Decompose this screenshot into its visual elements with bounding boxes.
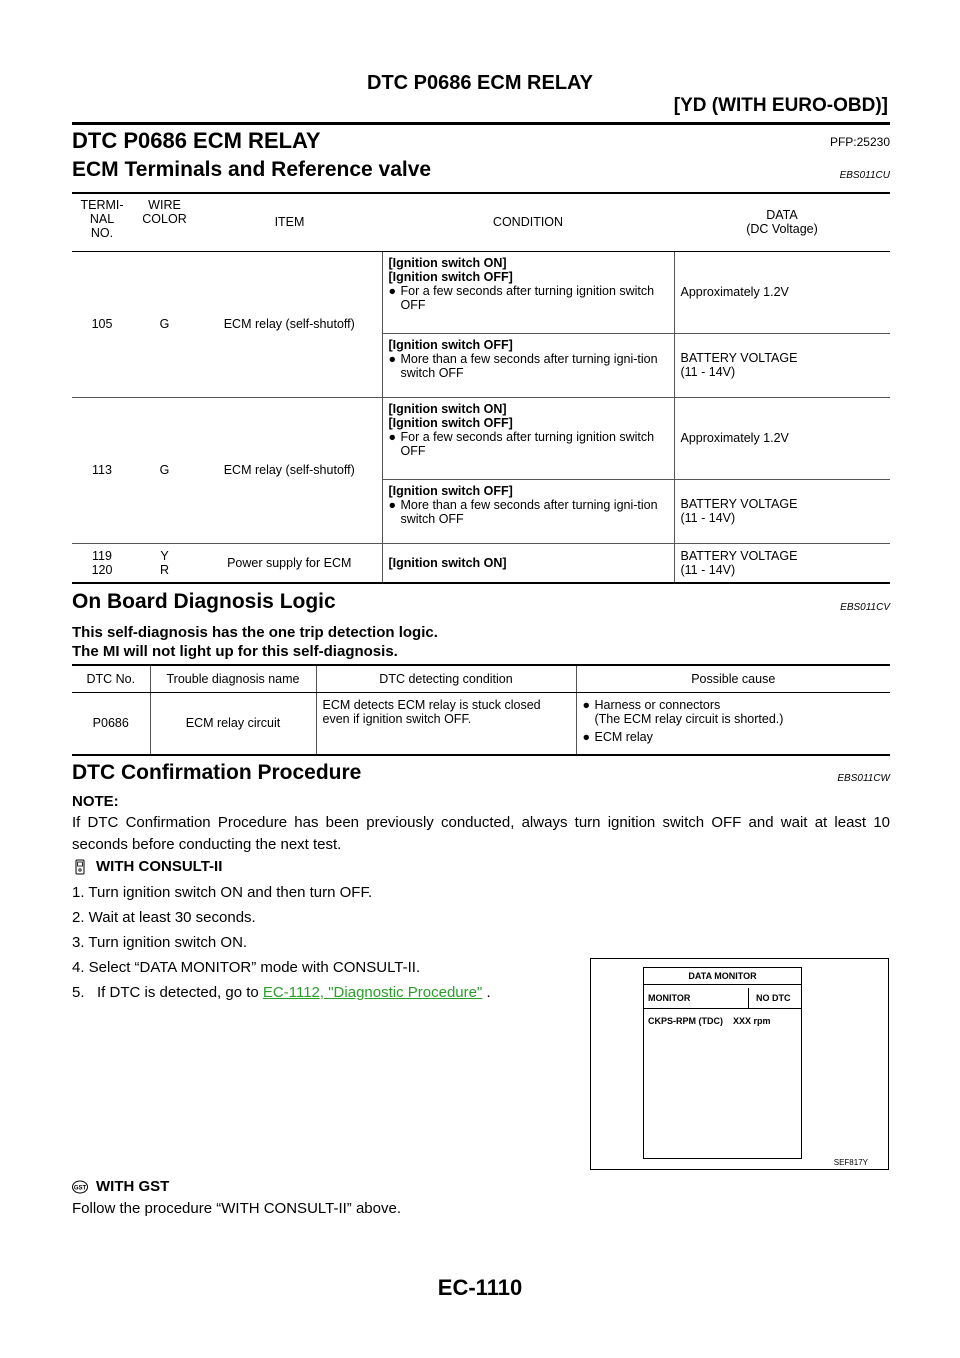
wire-color: G bbox=[132, 397, 197, 543]
bullet-icon: ● bbox=[388, 283, 397, 298]
bullet-icon: ● bbox=[582, 698, 591, 712]
section-title: DTC P0686 ECM RELAY bbox=[72, 128, 321, 153]
logic-description: This self-diagnosis has the one trip detection logic. The MI will not light up for this self-diagnosis. bbox=[72, 624, 438, 660]
monitor-screen bbox=[643, 967, 802, 1159]
bullet-icon: ● bbox=[582, 730, 591, 744]
data-monitor-figure bbox=[590, 958, 889, 1170]
gst-heading: GST WITH GST bbox=[73, 1178, 170, 1195]
gst-text: Follow the procedure “WITH CONSULT-II” above. bbox=[72, 1200, 401, 1217]
th-detecting-condition: DTC detecting condition bbox=[316, 665, 576, 693]
condition-cell: [Ignition switch ON] [Ignition switch OFF] ● For a few seconds after turning ignition switch OFF bbox=[382, 397, 674, 479]
list-item: 1. Turn ignition switch ON and then turn OFF. bbox=[72, 884, 373, 901]
header-rule bbox=[72, 122, 890, 125]
gst-icon bbox=[72, 1179, 88, 1195]
condition-cell: [Ignition switch OFF] ● More than a few seconds after turning igni-tion switch OFF bbox=[382, 333, 674, 397]
logic-title: On Board Diagnosis Logic bbox=[72, 590, 336, 613]
page-header-title: DTC P0686 ECM RELAY bbox=[367, 72, 593, 94]
note-label: NOTE: bbox=[72, 793, 119, 810]
condition-cell: [Ignition switch OFF] ● More than a few seconds after turning igni-tion switch OFF bbox=[382, 479, 674, 543]
th-item: ITEM bbox=[197, 193, 382, 251]
data-cell: BATTERY VOLTAGE (11 - 14V) bbox=[674, 479, 890, 543]
th-trouble-name: Trouble diagnosis name bbox=[150, 665, 316, 693]
table-row bbox=[72, 397, 890, 479]
item-text: ECM relay (self-shutoff) bbox=[223, 317, 355, 331]
logic-code: EBS011CV bbox=[840, 602, 890, 613]
trouble-name: ECM relay circuit bbox=[150, 693, 316, 755]
table-row bbox=[72, 543, 890, 583]
terminals-table bbox=[72, 192, 890, 584]
page-header-subtitle: [YD (WITH EURO-OBD)] bbox=[673, 95, 888, 116]
note-text: If DTC Confirmation Procedure has been previously conducted, always turn ignition switch OFF and wait at least 10 seconds before conducting the next test. bbox=[72, 814, 890, 853]
th-wire: WIRE COLOR bbox=[132, 193, 197, 251]
figure-title: DATA MONITOR bbox=[644, 971, 801, 985]
terminals-code: EBS011CU bbox=[839, 170, 890, 181]
list-item: 5. If DTC is detected, go to EC-1112, "Diagnostic Procedure" . bbox=[72, 984, 491, 1001]
terminal-number: 105 bbox=[91, 317, 113, 331]
list-item: 3. Turn ignition switch ON. bbox=[72, 934, 248, 951]
svg-text:GST: GST bbox=[73, 1185, 87, 1191]
data-cell: Approximately 1.2V bbox=[674, 397, 890, 479]
condition-cell: [Ignition switch ON] bbox=[382, 543, 674, 583]
consult-heading: WITH CONSULT-II bbox=[72, 858, 222, 875]
th-possible-cause: Possible cause bbox=[576, 665, 890, 693]
logic-header-row bbox=[72, 665, 890, 693]
terminal-number: 113 bbox=[72, 397, 132, 543]
condition-cell: [Ignition switch ON] [Ignition switch OFF] ● For a few seconds after turning ignition switch OFF bbox=[382, 251, 674, 333]
page-number: EC-1110 bbox=[437, 1275, 523, 1300]
data-cell: BATTERY VOLTAGE (11 - 14V) bbox=[674, 333, 890, 397]
confirmation-title: DTC Confirmation Procedure bbox=[72, 761, 362, 784]
wire-color: G bbox=[159, 317, 170, 331]
logic-table bbox=[72, 664, 890, 756]
dtc-number: P0686 bbox=[92, 716, 129, 731]
bullet-icon: ● bbox=[388, 351, 397, 366]
bullet-icon: ● bbox=[388, 429, 397, 444]
wire-color: Y R bbox=[132, 543, 197, 583]
th-condition: CONDITION bbox=[382, 193, 674, 251]
list-item: 2. Wait at least 30 seconds. bbox=[72, 909, 256, 926]
th-data: DATA (DC Voltage) bbox=[674, 193, 890, 251]
possible-cause: ● Harness or connectors (The ECM relay circuit is shorted.) ● ECM relay bbox=[576, 693, 890, 755]
terminals-header-row bbox=[72, 193, 890, 251]
pfp-code: PFP:25230 bbox=[829, 135, 890, 149]
item-text: ECM relay (self-shutoff) bbox=[197, 397, 382, 543]
data-cell: BATTERY VOLTAGE (11 - 14V) bbox=[674, 543, 890, 583]
th-dtc-no: DTC No. bbox=[72, 665, 150, 693]
confirmation-code: EBS011CW bbox=[837, 773, 890, 784]
bullet-icon: ● bbox=[388, 497, 397, 512]
detecting-condition: ECM detects ECM relay is stuck closed even if ignition switch OFF. bbox=[316, 693, 576, 755]
table-row bbox=[72, 693, 890, 755]
procedure-steps bbox=[72, 880, 491, 1005]
figure-header-row: MONITOR NO DTC bbox=[644, 988, 801, 1009]
data-cell: Approximately 1.2V bbox=[674, 251, 890, 333]
terminals-title: ECM Terminals and Reference valve bbox=[72, 158, 432, 181]
figure-tag: SEF817Y bbox=[833, 1158, 868, 1167]
item-text: Power supply for ECM bbox=[197, 543, 382, 583]
consult-device-icon bbox=[72, 859, 88, 875]
diagnostic-procedure-link[interactable]: EC-1112, "Diagnostic Procedure" bbox=[262, 984, 483, 1001]
figure-data-row: CKPS-RPM (TDC) XXX rpm bbox=[648, 1016, 771, 1026]
th-terminal: TERMI- NAL NO. bbox=[72, 193, 132, 251]
table-row bbox=[72, 251, 890, 333]
list-item: 4. Select “DATA MONITOR” mode with CONSULT-II. bbox=[72, 959, 421, 976]
terminal-number: 119 120 bbox=[72, 543, 132, 583]
